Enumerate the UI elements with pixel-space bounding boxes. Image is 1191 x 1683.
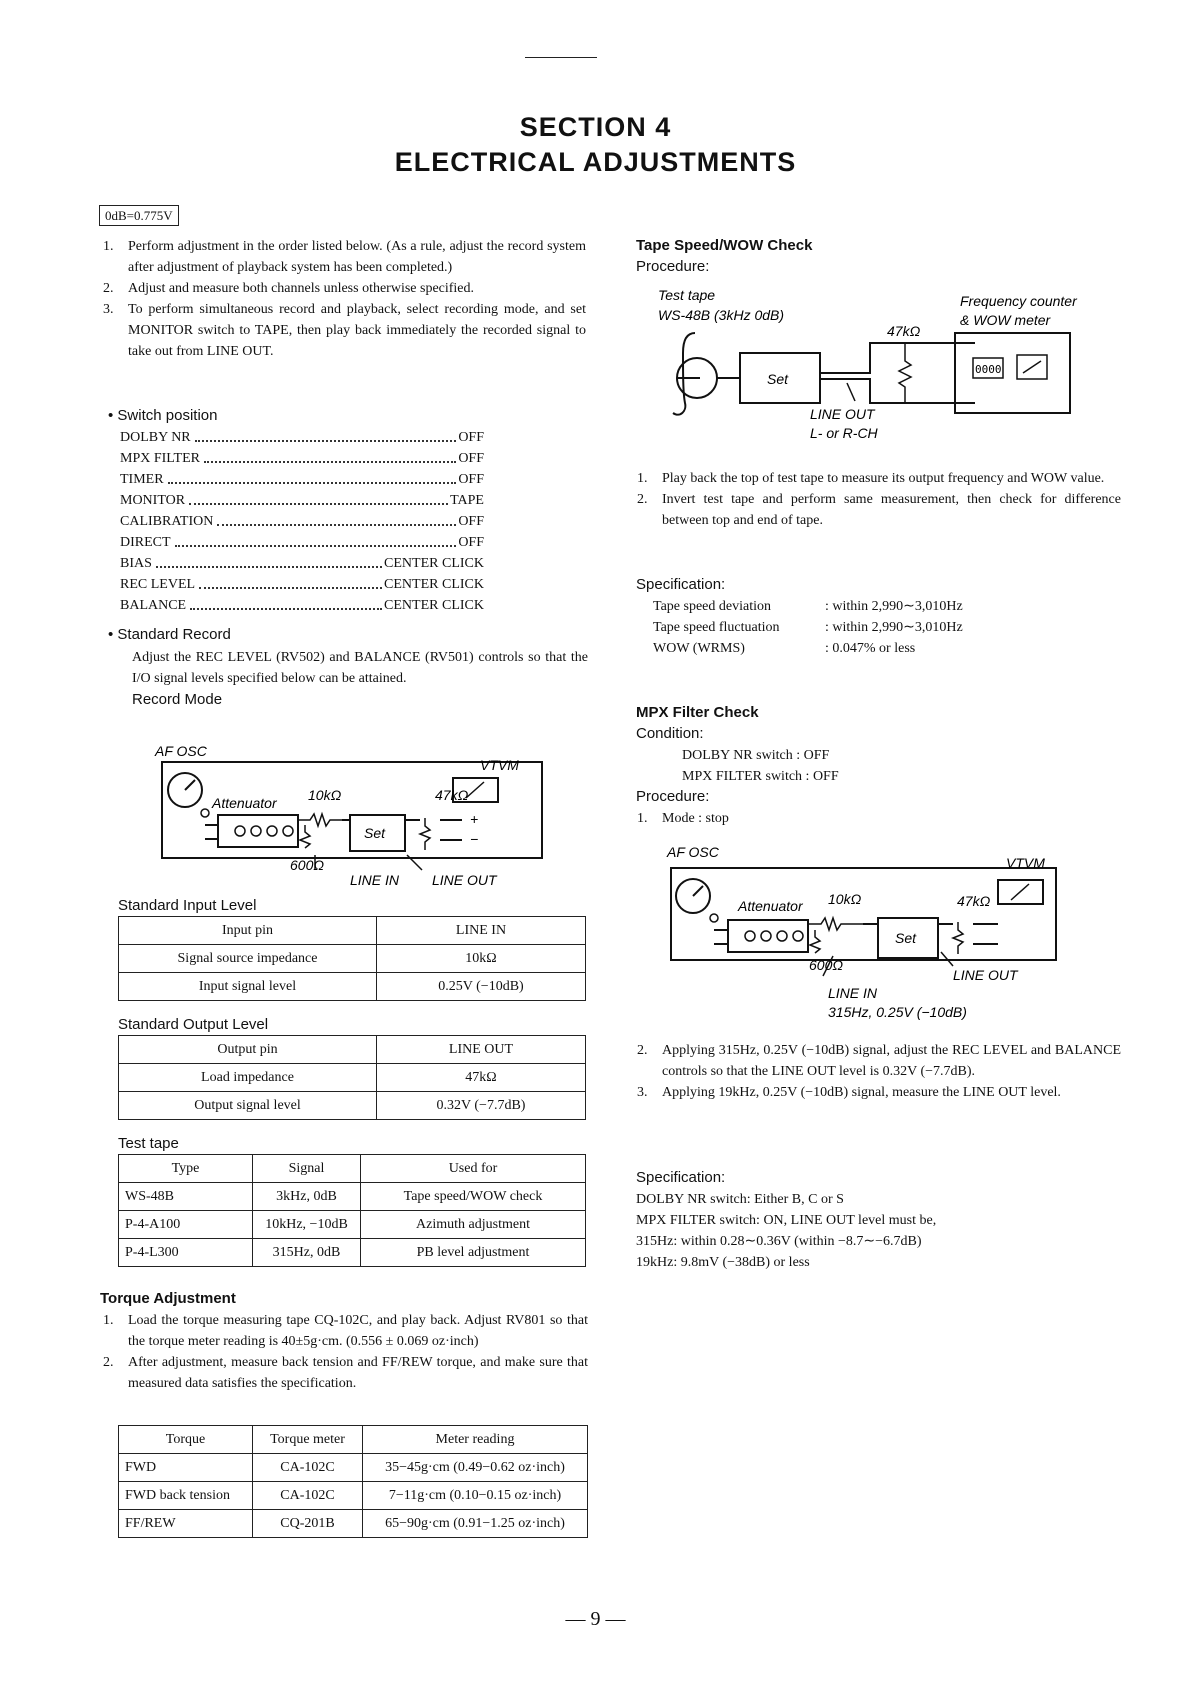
switch-row: DOLBY NR OFF <box>120 427 484 448</box>
mpx-heading: MPX Filter Check <box>636 704 759 721</box>
list-item: 3. To perform simultaneous record and playback, select recording mode, and set MONITOR switch to TAPE, then play back immediately the recorded signal to take out from LINE OUT. <box>103 302 586 359</box>
tape-name-label: WS-48B (3kHz 0dB) <box>658 307 785 323</box>
switch-row: CALIBRATION OFF <box>120 511 484 532</box>
list-item: 2. Applying 315Hz, 0.25V (−10dB) signal, adjust the REC LEVEL and BALANCE controls so that the LINE OUT level is 0.32V (−7.7dB). <box>637 1043 1121 1079</box>
counter-label: Frequency counter <box>960 293 1077 309</box>
resistor-10k-label: 10kΩ <box>828 891 862 907</box>
torque-steps <box>103 1310 588 1394</box>
std-output-heading: Standard Output Level <box>118 1016 269 1033</box>
switch-row: REC LEVEL CENTER CLICK <box>120 574 484 595</box>
mpx-procedure-heading: Procedure: <box>636 788 710 805</box>
torque-table <box>118 1425 588 1538</box>
attenuator-box <box>728 920 808 952</box>
attenuator-box <box>218 815 298 847</box>
page-title: ELECTRICAL ADJUSTMENTS <box>394 147 797 177</box>
mpx-steps <box>637 1040 1121 1103</box>
spec-line: MPX FILTER switch: ON, LINE OUT level must be, <box>636 1213 937 1228</box>
intro-steps <box>103 236 586 362</box>
test-tape-table <box>118 1154 586 1267</box>
wow-meter-label: & WOW meter <box>960 312 1051 328</box>
table-row: Output signal level 0.32V (−7.7dB) <box>119 1092 586 1120</box>
mpx-condition-heading: Condition: <box>636 725 704 742</box>
mpx-condition-list <box>682 745 839 787</box>
line-out-label: LINE OUT <box>432 872 497 888</box>
table-row: Torque Torque meter Meter reading <box>119 1426 588 1454</box>
tape-speed-spec-heading: Specification: <box>636 576 726 593</box>
list-item: 1. Play back the top of test tape to measure its output frequency and WOW value. <box>637 471 1105 486</box>
vtvm-label: VTVM <box>480 757 519 773</box>
list-item: 2. Adjust and measure both channels unless otherwise specified. <box>103 281 475 296</box>
table-row: P-4-A100 10kHz, −10dB Azimuth adjustment <box>119 1211 586 1239</box>
switch-position-list <box>120 427 484 616</box>
torque-heading: Torque Adjustment <box>100 1290 236 1307</box>
resistor-600-label: 600Ω <box>290 857 325 873</box>
record-mode-diagram <box>150 740 580 890</box>
line-out-label: LINE OUT <box>810 406 875 422</box>
table-row: Load impedance 47kΩ <box>119 1064 586 1092</box>
table-row: Type Signal Used for <box>119 1155 586 1183</box>
tape-speed-spec-list <box>653 596 1073 659</box>
resistor-icon <box>298 814 342 826</box>
switch-row: MPX FILTER OFF <box>120 448 484 469</box>
switch-row: DIRECT OFF <box>120 532 484 553</box>
tape-reel-icon <box>673 333 695 415</box>
table-row: Input pin LINE IN <box>119 917 586 945</box>
attenuator-label: Attenuator <box>212 795 277 811</box>
vtvm-label: VTVM <box>1006 855 1045 871</box>
line-in-label: LINE IN <box>350 872 400 888</box>
table-row: WS-48B 3kHz, 0dB Tape speed/WOW check <box>119 1183 586 1211</box>
section-number: SECTION 4 <box>519 112 672 142</box>
test-tape-heading: Test tape <box>118 1135 179 1152</box>
table-row: Signal source impedance 10kΩ <box>119 945 586 973</box>
minus-label: − <box>470 831 479 847</box>
resistor-10k-label: 10kΩ <box>308 787 342 803</box>
page-number: — 9 — <box>565 1608 626 1630</box>
switch-position-heading: • Switch position <box>108 407 218 424</box>
spec-line: 315Hz: within 0.28∼0.36V (within −8.7∼−6.7dB) <box>636 1234 922 1249</box>
channel-label: L- or R-CH <box>810 425 878 441</box>
tape-speed-steps <box>637 468 1121 531</box>
spec-line: DOLBY NR switch: Either B, C or S <box>636 1192 844 1207</box>
list-item: 1. Perform adjustment in the order listed below. (As a rule, adjust the record system after adjustment of playback system has been completed.) <box>103 239 586 275</box>
line-out-label: LINE OUT <box>953 967 1018 983</box>
list-item: 2. After adjustment, measure back tension and FF/REW torque, and make sure that measured data satisfies the specification. <box>103 1355 588 1391</box>
condition-item: DOLBY NR switch : OFF <box>682 748 830 763</box>
resistor-600-label: 600Ω <box>809 957 844 973</box>
af-osc-label: AF OSC <box>667 844 719 860</box>
table-row: Output pin LINE OUT <box>119 1036 586 1064</box>
spec-row: Tape speed deviation : within 2,990∼3,010Hz <box>653 599 963 614</box>
plus-label: + <box>470 811 479 827</box>
std-input-heading: Standard Input Level <box>118 897 257 914</box>
test-tape-label: Test tape <box>658 287 716 303</box>
line-in-label: LINE IN <box>828 985 878 1001</box>
standard-record-heading: • Standard Record <box>108 626 231 643</box>
switch-row: MONITOR TAPE <box>120 490 484 511</box>
top-rule <box>525 57 597 58</box>
table-row: P-4-L300 315Hz, 0dB PB level adjustment <box>119 1239 586 1267</box>
mpx-spec-heading: Specification: <box>636 1169 726 1186</box>
list-item: 2. Invert test tape and perform same measurement, then check for difference between top and end of tape. <box>637 492 1121 528</box>
set-label: Set <box>364 825 386 841</box>
resistor-icon <box>899 343 911 403</box>
table-row: FWD back tension CA-102C 7−11g·cm (0.10−0.15 oz·inch) <box>119 1482 588 1510</box>
mpx-step-1: 1. Mode : stop <box>637 811 729 826</box>
record-mode-heading: Record Mode <box>132 691 223 708</box>
mpx-diagram <box>663 838 1103 1023</box>
spec-line: 19kHz: 9.8mV (−38dB) or less <box>636 1255 810 1270</box>
tape-speed-procedure: Procedure: <box>636 258 710 275</box>
condition-item: MPX FILTER switch : OFF <box>682 769 839 784</box>
mpx-spec-list <box>636 1189 936 1273</box>
set-label: Set <box>895 930 917 946</box>
table-row: FWD CA-102C 35−45g·cm (0.49−0.62 oz·inch) <box>119 1454 588 1482</box>
resistor-47k-label: 47kΩ <box>887 323 921 339</box>
resistor-47k-label: 47kΩ <box>435 787 469 803</box>
switch-row: BALANCE CENTER CLICK <box>120 595 484 616</box>
counter-display: 0000 <box>975 363 1002 376</box>
table-row: Input signal level 0.25V (−10dB) <box>119 973 586 1001</box>
resistor-icon <box>808 918 863 930</box>
std-input-table <box>118 916 586 1001</box>
spec-row: Tape speed fluctuation : within 2,990∼3,010Hz <box>653 620 963 635</box>
switch-row: BIAS CENTER CLICK <box>120 553 484 574</box>
std-output-table <box>118 1035 586 1120</box>
af-osc-label: AF OSC <box>155 743 207 759</box>
attenuator-label: Attenuator <box>738 898 803 914</box>
list-item: 3. Applying 19kHz, 0.25V (−10dB) signal, measure the LINE OUT level. <box>637 1085 1061 1100</box>
set-label: Set <box>767 371 789 387</box>
resistor-47k-label: 47kΩ <box>957 893 991 909</box>
reference-level-box: 0dB=0.775V <box>99 205 179 226</box>
switch-row: TIMER OFF <box>120 469 484 490</box>
tape-speed-diagram <box>655 283 1105 443</box>
spec-row: WOW (WRMS) : 0.047% or less <box>653 641 916 656</box>
tape-speed-heading: Tape Speed/WOW Check <box>636 237 813 254</box>
list-item: 1. Load the torque measuring tape CQ-102C, and play back. Adjust RV801 so that the torque meter reading is 40±5g·cm. (0.556 ± 0.069 oz·inch) <box>103 1313 588 1349</box>
table-row: FF/REW CQ-201B 65−90g·cm (0.91−1.25 oz·inch) <box>119 1510 588 1538</box>
standard-record-text: Adjust the REC LEVEL (RV502) and BALANCE (RV501) controls so that the I/O signal levels specified below can be attained. <box>132 650 588 686</box>
signal-label: 315Hz, 0.25V (−10dB) <box>828 1004 967 1020</box>
